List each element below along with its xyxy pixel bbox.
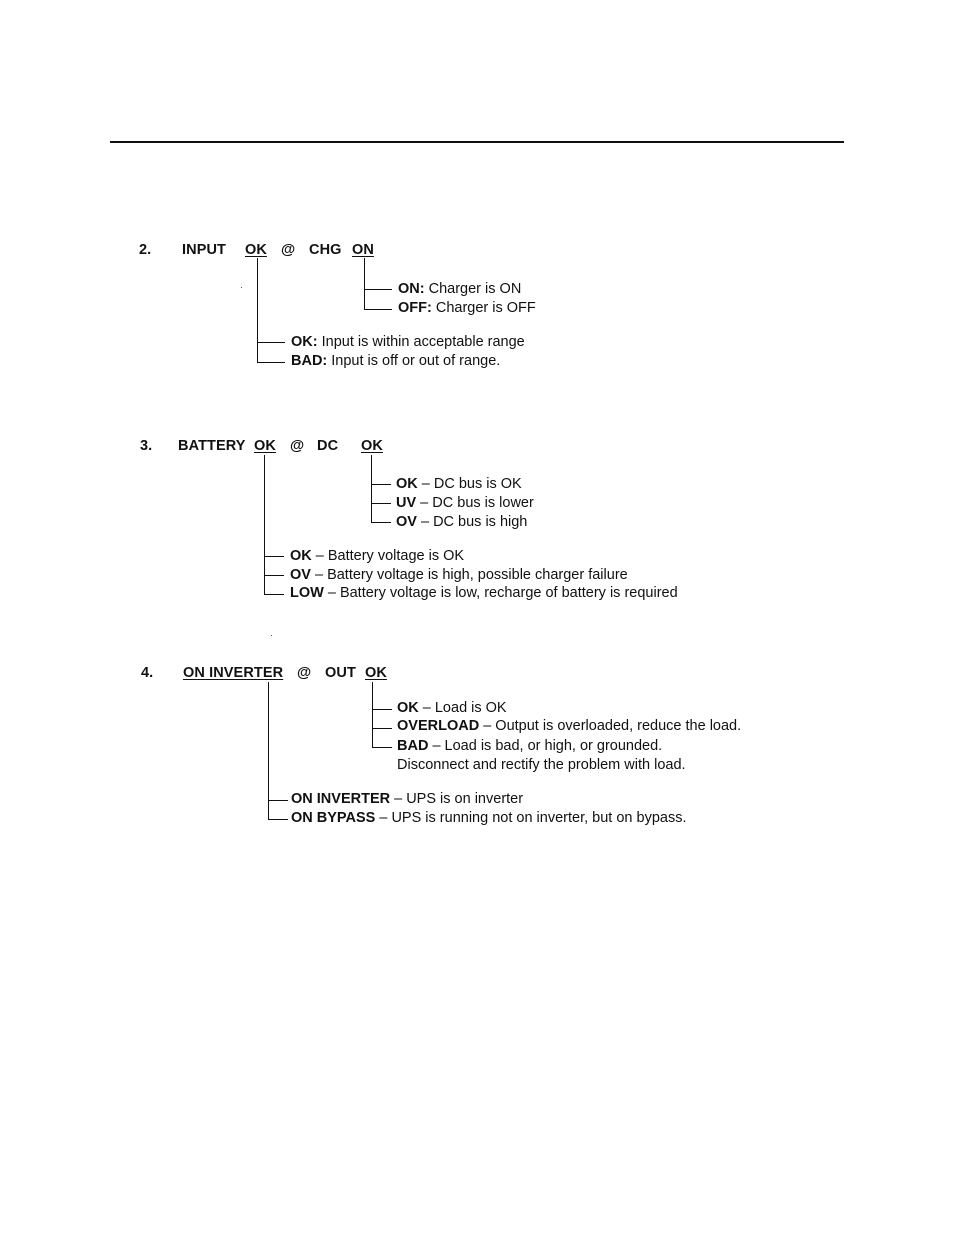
header-value-input-ok: OK (245, 242, 267, 258)
header-label-battery: BATTERY (178, 438, 246, 454)
list-item-continuation: Disconnect and rectify the problem with load. (397, 757, 686, 773)
list-item: ON INVERTER – UPS is on inverter (291, 791, 524, 807)
tree-branch (371, 484, 391, 485)
header-at-sign: @ (290, 438, 305, 454)
list-item: UV – DC bus is lower (396, 495, 534, 511)
header-label-chg: CHG (309, 242, 342, 258)
tree-trunk-out (372, 682, 373, 748)
list-item: ON: Charger is ON (398, 281, 522, 297)
header-value-battery-ok: OK (254, 438, 276, 454)
list-item: OK – Load is OK (397, 700, 507, 716)
tree-branch (257, 362, 285, 363)
tree-branch (364, 309, 392, 310)
section-number: 4. (141, 665, 154, 681)
tree-branch (264, 594, 284, 595)
tree-branch (264, 556, 284, 557)
section-number: 2. (139, 242, 152, 258)
list-item: OK: Input is within acceptable range (291, 334, 525, 350)
list-item: BAD: Input is off or out of range. (291, 353, 501, 369)
header-at-sign: @ (297, 665, 312, 681)
tree-trunk-battery (264, 455, 265, 594)
header-label-dc: DC (317, 438, 339, 454)
tree-trunk-chg (364, 258, 365, 309)
tree-branch (372, 747, 392, 748)
header-value-on-inverter: ON INVERTER (183, 665, 284, 681)
list-item: OV – Battery voltage is high, possible charger failure (290, 567, 628, 583)
header-at-sign: @ (281, 242, 296, 258)
header-label-out: OUT (325, 665, 356, 681)
tree-branch (268, 800, 288, 801)
tree-branch (371, 503, 391, 504)
tree-trunk-dc (371, 455, 372, 522)
list-item: ON BYPASS – UPS is running not on inverter, but on bypass. (291, 810, 687, 826)
tree-branch (268, 819, 288, 820)
tree-branch (264, 575, 284, 576)
tree-trunk-inverter (268, 682, 269, 819)
header-value-chg-on: ON (352, 242, 374, 258)
tree-branch (372, 728, 392, 729)
header-label-input: INPUT (182, 242, 226, 258)
section-number: 3. (140, 438, 153, 454)
page-top-rule (110, 141, 844, 143)
scan-speck (271, 635, 272, 636)
list-item: OFF: Charger is OFF (398, 300, 536, 316)
list-item: LOW – Battery voltage is low, recharge of battery is required (290, 585, 678, 601)
list-item: OK – DC bus is OK (396, 476, 522, 492)
list-item: OVERLOAD – Output is overloaded, reduce the load. (397, 718, 742, 734)
header-value-out-ok: OK (365, 665, 387, 681)
tree-branch (371, 522, 391, 523)
tree-branch (372, 709, 392, 710)
header-value-dc-ok: OK (361, 438, 383, 454)
list-item: OK – Battery voltage is OK (290, 548, 465, 564)
tree-trunk-input (257, 258, 258, 362)
tree-branch (257, 342, 285, 343)
list-item: OV – DC bus is high (396, 514, 528, 530)
list-item: BAD – Load is bad, or high, or grounded. (397, 738, 663, 754)
tree-branch (364, 289, 392, 290)
scan-speck (241, 287, 242, 288)
